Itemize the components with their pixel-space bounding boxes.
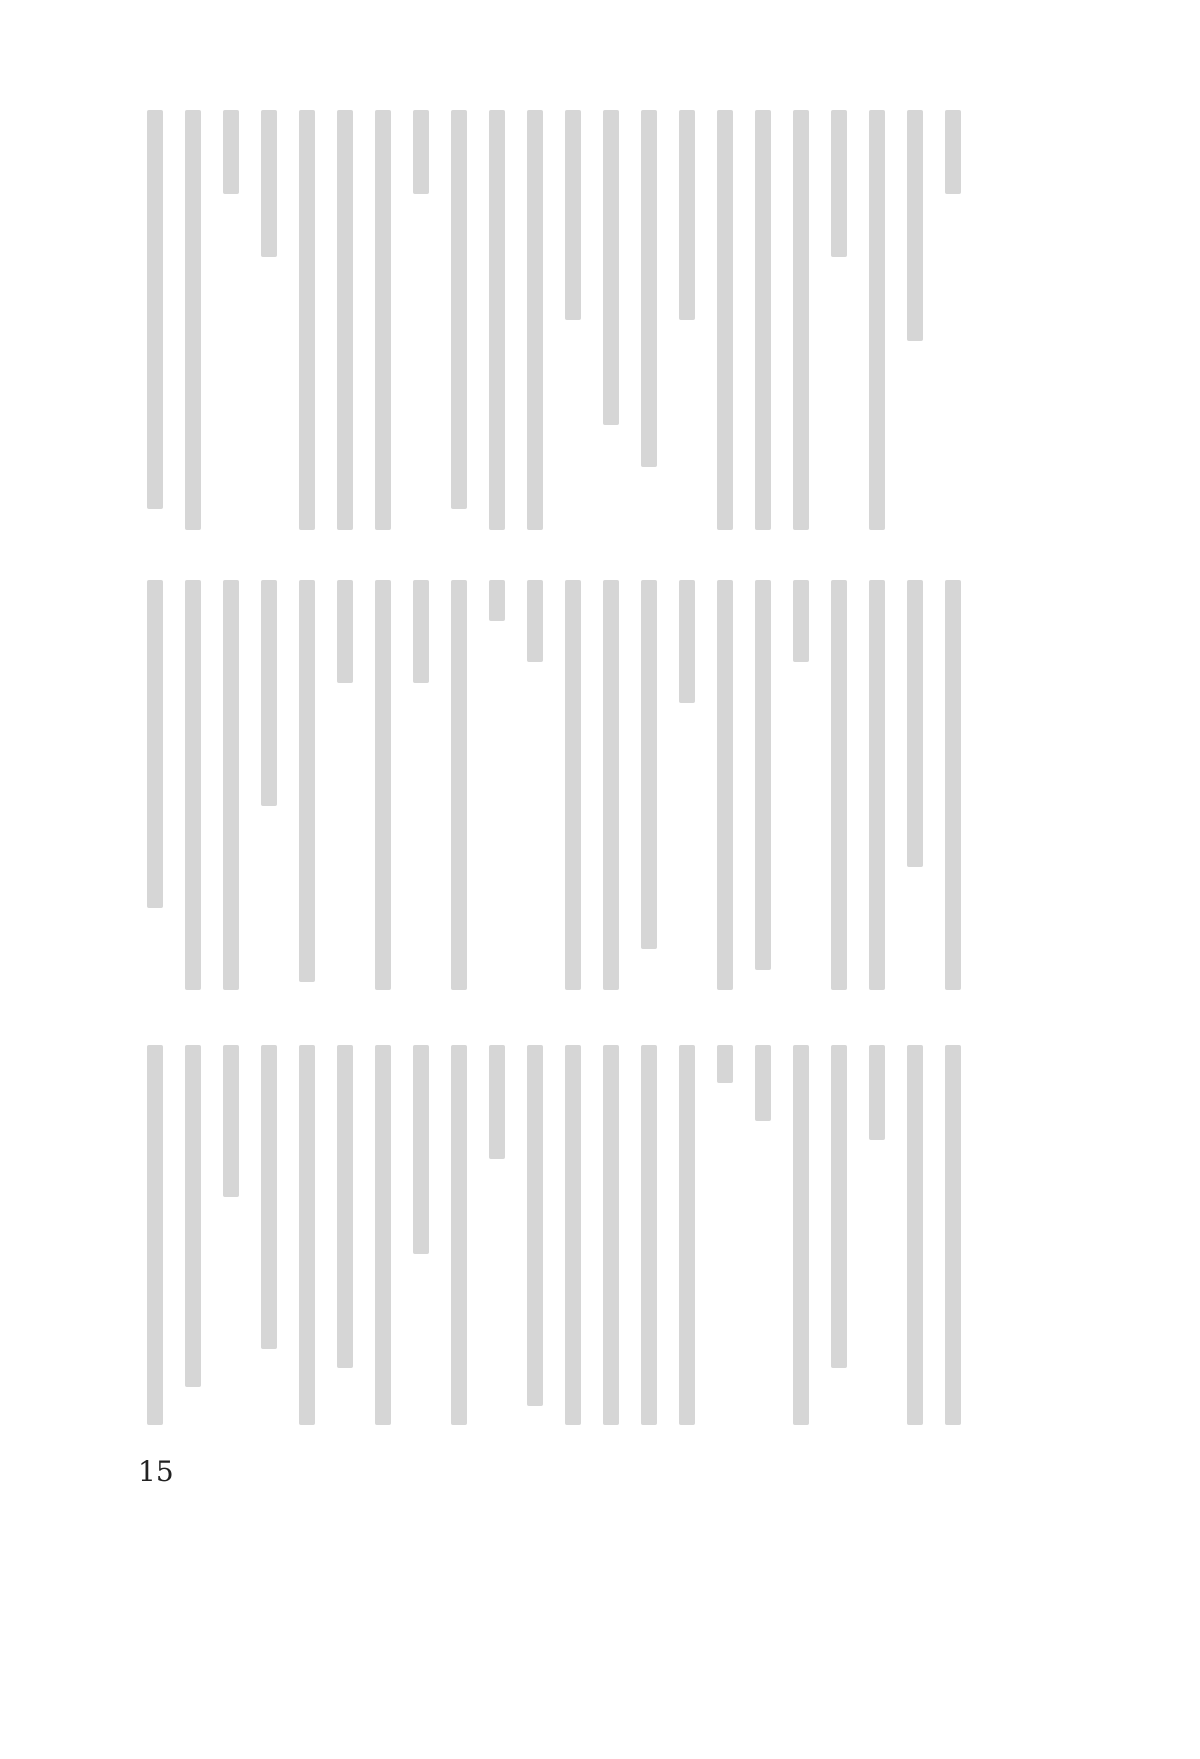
text-column (793, 110, 809, 530)
text-column (185, 110, 201, 530)
text-column (679, 110, 695, 320)
text-column (489, 110, 505, 530)
text-column (489, 1045, 505, 1159)
text-column (337, 110, 353, 530)
text-column (527, 110, 543, 530)
text-column (831, 1045, 847, 1368)
text-column (679, 1045, 695, 1425)
text-column (907, 1045, 923, 1425)
text-column (413, 110, 429, 194)
text-column (945, 1045, 961, 1425)
text-column (869, 110, 885, 530)
text-column (147, 580, 163, 908)
text-column (641, 580, 657, 949)
text-column (945, 110, 961, 194)
text-column (375, 110, 391, 530)
text-column (261, 110, 277, 257)
text-column (261, 580, 277, 806)
text-column (451, 580, 467, 990)
text-column (527, 580, 543, 662)
page-number: 15 (138, 1455, 174, 1488)
text-column (679, 580, 695, 703)
text-column (565, 110, 581, 320)
text-column (337, 1045, 353, 1368)
text-column (603, 1045, 619, 1425)
text-column (299, 110, 315, 530)
text-column (299, 1045, 315, 1425)
text-column (185, 580, 201, 990)
text-column (717, 580, 733, 990)
text-column (147, 110, 163, 509)
text-column (907, 110, 923, 341)
text-column (831, 110, 847, 257)
text-column (793, 580, 809, 662)
text-column (527, 1045, 543, 1406)
text-column (299, 580, 315, 982)
text-column (375, 580, 391, 990)
text-column (831, 580, 847, 990)
text-column (945, 580, 961, 990)
text-column (451, 110, 467, 509)
text-column (337, 580, 353, 683)
text-column (413, 1045, 429, 1254)
text-column (603, 580, 619, 990)
text-column (869, 580, 885, 990)
text-column (147, 1045, 163, 1425)
text-column (565, 580, 581, 990)
text-column (907, 580, 923, 867)
text-column (223, 1045, 239, 1197)
text-column (755, 580, 771, 970)
text-column (451, 1045, 467, 1425)
text-column (603, 110, 619, 425)
text-column (793, 1045, 809, 1425)
text-column (755, 110, 771, 530)
text-column (641, 110, 657, 467)
text-column (755, 1045, 771, 1121)
text-column (717, 1045, 733, 1083)
text-column (185, 1045, 201, 1387)
text-column (261, 1045, 277, 1349)
text-column (223, 580, 239, 990)
text-column (489, 580, 505, 621)
text-column (717, 110, 733, 530)
text-column (565, 1045, 581, 1425)
text-column (375, 1045, 391, 1425)
text-column (223, 110, 239, 194)
text-column (413, 580, 429, 683)
text-column (869, 1045, 885, 1140)
text-column (641, 1045, 657, 1425)
